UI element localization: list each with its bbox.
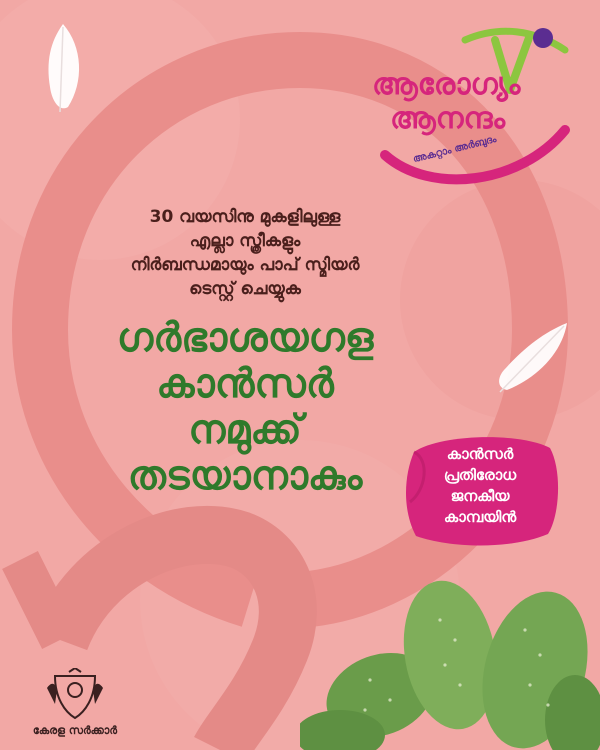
feather-icon <box>38 22 88 117</box>
headline-line: ഗർഭാശയഗള <box>116 315 374 361</box>
headline-line: കാൻസർ <box>156 361 334 407</box>
badge-line: കാമ്പയിൻ <box>443 508 517 526</box>
headline-line: നമുക്ക് <box>188 407 302 453</box>
intro-message <box>60 205 430 301</box>
logo-tagline: അകറ്റാം അർബുദം <box>411 133 498 166</box>
feather-icon <box>492 318 572 398</box>
government-emblem <box>20 668 130 744</box>
logo-title-line2: ആനന്ദം <box>390 101 506 136</box>
state-emblem-icon <box>45 668 105 722</box>
intro-line: നിർബന്ധമായും പാപ് സ്മിയർ <box>130 255 360 275</box>
headline <box>55 315 435 499</box>
intro-line: 30 വയസിനു മുകളിലുള്ള <box>149 207 341 227</box>
badge-line: കാൻസർ <box>446 445 514 463</box>
intro-line: എല്ലാ സ്ത്രീകളും <box>189 231 301 251</box>
emblem-label: കേരള സർക്കാർ <box>32 724 118 737</box>
campaign-badge <box>400 430 560 550</box>
intro-line: ടെസ്റ്റ് ചെയ്യുക <box>189 279 301 299</box>
badge-line: പ്രതിരോധ <box>443 466 517 484</box>
campaign-logo <box>360 20 590 190</box>
badge-line: ജനകീയ <box>450 487 510 505</box>
headline-line: തടയാനാകും <box>127 453 363 499</box>
logo-title-line1: ആരോഗ്യം <box>372 67 521 102</box>
cactus-plant-icon <box>300 560 600 750</box>
